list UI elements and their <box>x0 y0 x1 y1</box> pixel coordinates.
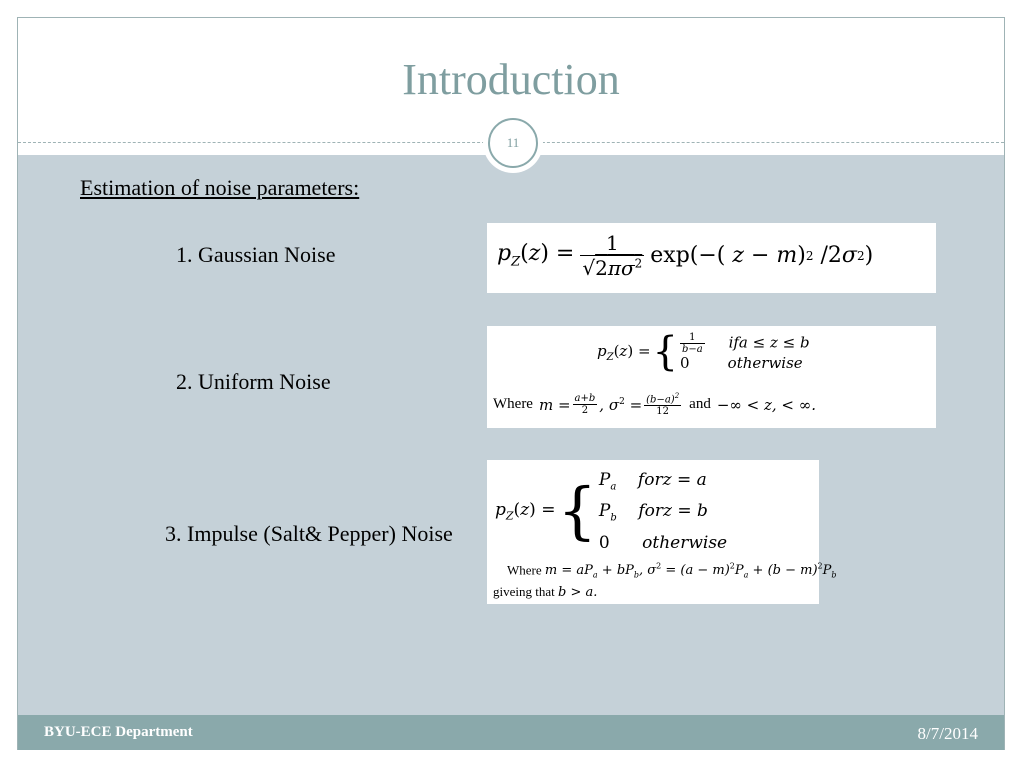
gaussian-formula: $p_Z(z)$ = $\frac{1}{√2\pi\sigma^2}$ exp(−( z − m ) 2 /2 σ 2 ) <box>487 223 936 293</box>
uniform-where-label: Where <box>493 396 533 413</box>
footer-department: BYU-ECE Department <box>44 724 193 740</box>
slide-title: Introduction <box>402 55 620 104</box>
page-number: 11 <box>488 118 538 168</box>
impulse-giving-label: giveing that <box>493 584 555 599</box>
uniform-and-label: and <box>689 396 711 413</box>
impulse-formula: $p_Z(z)$ = { $P_a$ forz = a $P_b$ forz = b 0 otherwise Where $m = aP_a + bP_b$, $\sigma^2 = (a - m)^2P_a + (b - m)^2P_b$ giveing that b > a. <box>487 460 819 604</box>
uniform-formula: $p_Z(z)$ = { $\frac{1}{b-a}$ ifa ≤ z ≤ b 0 otherwise Where m = $\frac{a+b}{2}$ , $\sigma^2$ = $\frac{(b-a)^2}{12}$ and −∞ < z, < ∞. <box>487 326 936 428</box>
footer-date: 8/7/2014 <box>917 724 978 743</box>
section-subheading: Estimation of noise parameters: <box>80 175 360 200</box>
noise-item-uniform: 2. Uniform Noise <box>176 369 331 394</box>
noise-item-impulse: 3. Impulse (Salt& Pepper) Noise <box>165 521 453 546</box>
noise-item-gaussian: 1. Gaussian Noise <box>176 242 336 267</box>
impulse-where-label: Where <box>507 562 542 578</box>
slide-footer <box>18 715 1004 750</box>
